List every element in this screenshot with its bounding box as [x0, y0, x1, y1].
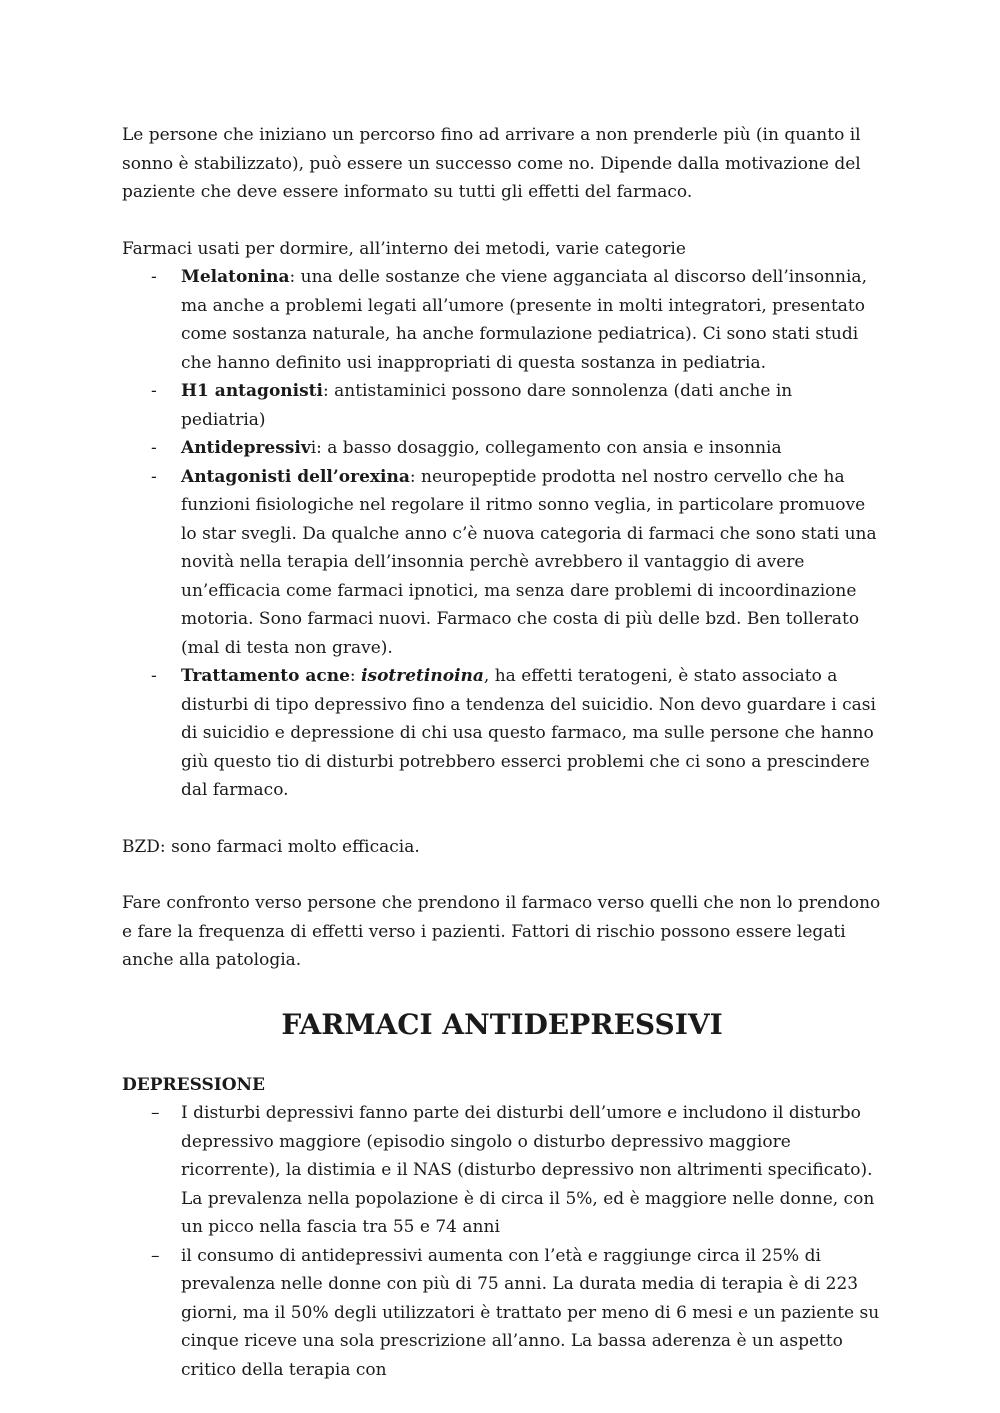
list-item	[122, 463, 882, 663]
item-term: H1 antagonisti	[181, 381, 323, 401]
list-bullet: -	[151, 666, 157, 686]
sleep-drugs-list	[122, 263, 882, 805]
section-title: FARMACI ANTIDEPRESSIVI	[281, 1007, 723, 1041]
item-term: Melatonina	[181, 267, 290, 287]
item-text: I disturbi depressivi fanno parte dei disturbi dell’umore e includono il disturbo depressivo maggiore (episodio singolo o disturbo depressivo maggiore ricorrente), la distimia e il NAS (disturbo depressivo non altrimenti specificato). La prevalenza nella popolazione è di circa il 5%, ed è maggiore nelle donne, con un picco nella fascia tra 55 e 74 anni	[181, 1103, 875, 1237]
section-subtitle: DEPRESSIONE	[122, 1074, 266, 1095]
item-emphasis: isotretinoina	[361, 666, 484, 686]
depression-list	[122, 1099, 882, 1384]
item-text: : una delle sostanze che viene agganciata al discorso dell’insonnia, ma anche a problemi legati all’umore (presente in molti integratori, presentato come sostanza naturale, ha anche formulazione pediatrica). Ci sono stati studi che hanno definito usi inappropriati di questa sostanza in pediatria.	[181, 267, 867, 373]
item-term: Trattamento acne	[181, 666, 350, 686]
spacer	[122, 1047, 882, 1071]
list-item	[122, 662, 882, 805]
list-bullet: –	[151, 1103, 160, 1123]
list-item	[122, 377, 882, 434]
list-bullet: –	[151, 1245, 160, 1266]
list-item	[122, 1099, 882, 1242]
spacer	[122, 207, 882, 235]
list-bullet: -	[151, 381, 157, 401]
item-text: : neuropeptide prodotta nel nostro cervello che ha funzioni fisiologiche nel regolare il ritmo sonno veglia, in particolare promuove lo star svegli. Da qualche anno c’è nuova categoria di farmaci che sono stati una novità nella terapia dell’insonnia perchè avrebbero il vantaggio di avere un’efficacia come farmaci ipnotici, ma senza dare problemi di incoordinazione motoria. Sono farmaci nuovi. Farmaco che costa di più delle bzd. Ben tollerato (mal di testa non grave).	[181, 466, 877, 658]
list-item	[122, 263, 882, 377]
list-bullet: -	[151, 267, 157, 287]
comparison-paragraph: Fare confronto verso persone che prendono il farmaco verso quelli che non lo prendono e fare la frequenza di effetti verso i pazienti. Fattori di rischio possono essere legati anche alla patologia.	[122, 893, 881, 970]
item-text: il consumo di antidepressivi aumenta con l’età e raggiunge circa il 25% di prevalenza nelle donne con più di 75 anni. La durata media di terapia è di 223 giorni, ma il 50% degli utilizzatori è trattato per meno di 6 mesi e un paziente su cinque riceve una sola prescrizione all’anno. La bassa aderenza è un aspetto critico della terapia con	[181, 1245, 880, 1380]
item-separator: :	[349, 666, 362, 686]
list-bullet: -	[151, 438, 157, 458]
categories-intro: Farmaci usati per dormire, all’interno dei metodi, varie categorie	[122, 238, 686, 259]
item-term: Antagonisti dell’orexina	[181, 466, 410, 487]
list-item	[122, 1242, 882, 1385]
spacer	[122, 975, 882, 1003]
bzd-note: BZD: sono farmaci molto efficacia.	[122, 836, 420, 857]
spacer	[122, 861, 882, 889]
item-term: Antidepressiv	[181, 438, 311, 458]
item-text: i: a basso dosaggio, collegamento con ansia e insonnia	[310, 438, 782, 458]
item-text: : antistaminici possono dare sonnolenza (dati anche in pediatria)	[181, 381, 793, 430]
list-bullet: -	[151, 466, 157, 487]
intro-paragraph: Le persone che iniziano un percorso fino ad arrivare a non prenderle più (in quanto il sonno è stabilizzato), può essere un successo come no. Dipende dalla motivazione del paziente che deve essere informato su tutti gli effetti del farmaco.	[122, 125, 861, 202]
spacer	[122, 805, 882, 833]
item-text: , ha effetti teratogeni, è stato associato a disturbi di tipo depressivo fino a tendenza del suicidio. Non devo guardare i casi di suicidio e depressione di chi usa questo farmaco, ma sulle persone che hanno giù questo tio di disturbi potrebbero esserci problemi che ci sono a prescindere dal farmaco.	[181, 666, 876, 800]
list-item	[122, 434, 882, 463]
